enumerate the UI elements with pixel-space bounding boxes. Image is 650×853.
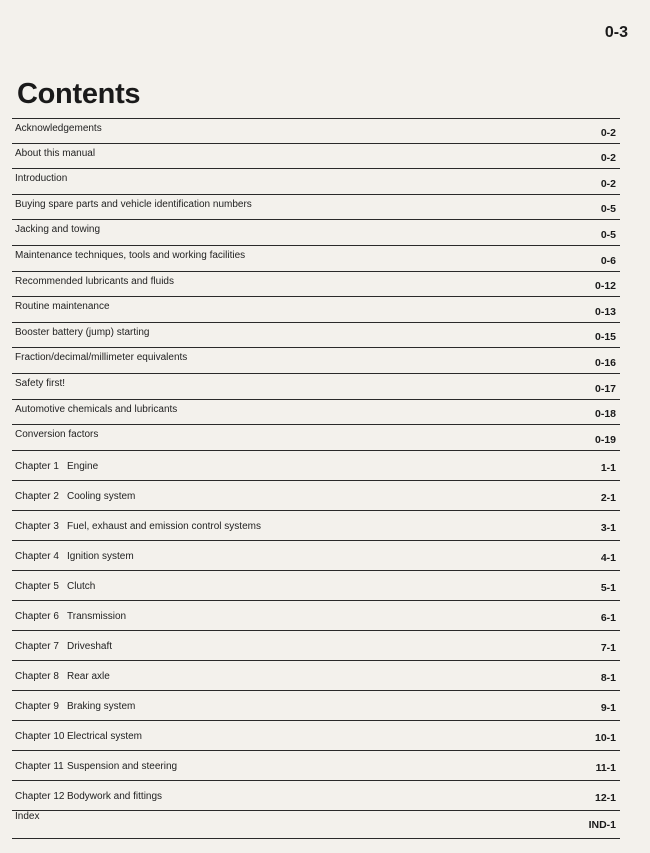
toc-entry-page: 3-1 [600,521,616,534]
table-of-contents [12,118,620,839]
chapter-name: Rear axle [67,670,110,682]
chapter-number: Chapter 8 [15,670,59,682]
toc-entry-page: IND-1 [588,818,616,831]
toc-index-entry[interactable] [12,811,620,839]
toc-entry-label: Index [15,810,40,822]
page-number: 0-3 [604,24,628,41]
toc-entry-page: 10-1 [594,731,616,744]
toc-chapter-entry[interactable] [12,601,620,631]
chapter-number: Chapter 2 [15,490,59,502]
chapter-name: Transmission [67,610,127,622]
toc-chapter-label [15,761,177,772]
toc-entry-page: 5-1 [600,581,616,594]
toc-chapter-label [15,671,110,682]
chapter-number: Chapter 3 [15,520,59,532]
toc-chapter-entry[interactable] [12,451,620,481]
toc-entry-label: Booster battery (jump) starting [15,326,150,338]
toc-entry[interactable] [12,297,620,323]
toc-entry-page: 1-1 [600,461,616,474]
toc-entry[interactable] [12,195,620,221]
page-title: Contents [17,78,141,110]
toc-entry-page: 7-1 [600,641,616,654]
toc-entry-page: 11-1 [595,761,616,774]
toc-entry-page: 0-19 [594,433,616,446]
chapter-name: Ignition system [67,550,134,562]
toc-entry-page: 0-13 [594,305,616,318]
toc-chapter-label [15,581,95,592]
toc-entry-label: Automotive chemicals and lubricants [15,403,178,415]
toc-chapter-label [15,461,98,472]
toc-chapter-entry[interactable] [12,481,620,511]
toc-entry-page: 0-5 [600,228,616,241]
toc-entry-label: Jacking and towing [15,224,101,236]
chapter-number: Chapter 6 [15,610,59,622]
chapter-name: Fuel, exhaust and emission control systems [67,520,261,532]
toc-chapter-entry[interactable] [12,661,620,691]
chapter-number: Chapter 4 [15,550,59,562]
toc-entry-page: 0-5 [600,203,616,216]
chapter-number: Chapter 7 [15,640,59,652]
toc-chapter-entry[interactable] [12,721,620,751]
toc-entry-page: 0-2 [600,177,616,190]
toc-chapter-label [15,521,261,532]
toc-entry-page: 6-1 [600,611,616,624]
toc-entry-page: 0-18 [594,408,616,421]
toc-entry[interactable] [12,246,620,272]
chapter-number: Chapter 10 [15,730,65,742]
chapter-number: Chapter 11 [15,760,64,772]
toc-entry[interactable] [12,144,620,170]
toc-entry-label: Safety first! [15,377,66,389]
chapter-number: Chapter 5 [15,580,59,592]
toc-entry-page: 0-2 [600,126,616,139]
toc-chapter-entry[interactable] [12,751,620,781]
toc-chapter-label [15,491,135,502]
chapter-name: Driveshaft [67,640,113,652]
toc-chapter-entry[interactable] [12,691,620,721]
toc-chapter-label [15,611,126,622]
toc-entry-page: 4-1 [600,551,616,564]
toc-entry-label: Recommended lubricants and fluids [15,275,174,287]
chapter-name: Suspension and steering [67,760,178,772]
toc-entry-label: Conversion factors [15,429,99,441]
toc-chapter-label [15,791,162,802]
toc-entry-page: 0-12 [594,280,616,293]
toc-entry-page: 0-16 [594,356,616,369]
toc-chapter-entry[interactable] [12,571,620,601]
toc-entry-label: Buying spare parts and vehicle identification numbers [15,198,252,210]
toc-entry-page: 9-1 [600,701,616,714]
chapter-number: Chapter 9 [15,700,59,712]
toc-chapter-label [15,731,142,742]
toc-entry-page: 2-1 [600,491,616,504]
chapter-name: Engine [67,460,99,472]
toc-entry-page: 0-17 [594,382,616,395]
toc-entry[interactable] [12,323,620,349]
toc-entry[interactable] [12,400,620,426]
toc-chapter-label [15,641,112,652]
toc-entry-label: Introduction [15,173,68,185]
toc-entry-label: Fraction/decimal/millimeter equivalents [15,352,188,364]
chapter-name: Bodywork and fittings [67,790,163,802]
toc-entry-label: Maintenance techniques, tools and working facilities [15,249,246,261]
toc-chapter-label [15,551,134,562]
toc-entry-page: 0-2 [600,152,616,165]
toc-chapter-entry[interactable] [12,511,620,541]
chapter-number: Chapter 1 [15,460,59,472]
toc-entry[interactable] [12,348,620,374]
toc-entry-label: Acknowledgements [15,123,102,134]
toc-chapter-entry[interactable] [12,541,620,571]
toc-entry[interactable] [12,118,620,144]
toc-entry[interactable] [12,374,620,400]
chapter-name: Clutch [67,580,96,592]
toc-entry-page: 12-1 [594,791,616,804]
toc-entry[interactable] [12,220,620,246]
toc-entry[interactable] [12,169,620,195]
toc-chapter-entry[interactable] [12,781,620,811]
toc-entry-page: 0-6 [600,254,616,267]
toc-entry[interactable] [12,272,620,298]
toc-entry-label: Routine maintenance [15,301,110,313]
chapter-name: Electrical system [67,730,143,742]
chapter-number: Chapter 12 [15,790,65,802]
chapter-name: Cooling system [67,490,136,502]
toc-entry[interactable] [12,425,620,451]
toc-chapter-label [15,701,135,712]
toc-entry-page: 0-15 [594,331,616,344]
toc-entry-label: About this manual [15,147,96,159]
toc-chapter-entry[interactable] [12,631,620,661]
toc-entry-page: 8-1 [600,671,616,684]
chapter-name: Braking system [67,700,136,712]
